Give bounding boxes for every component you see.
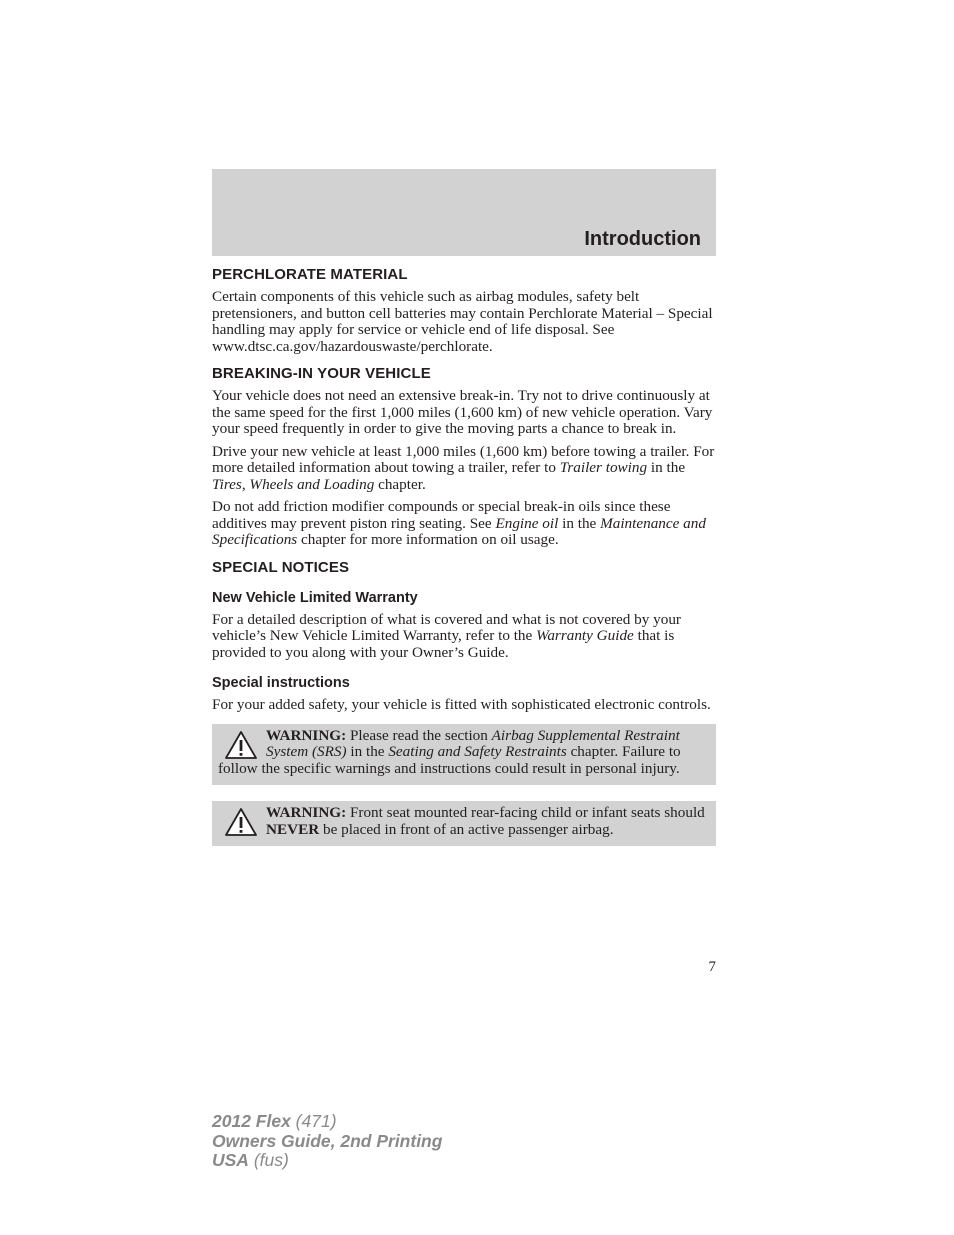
trailer-towing-ref: Trailer towing <box>559 459 648 476</box>
seating-chapter-ref: Seating and Safety Restraints <box>388 743 567 760</box>
section-header-band <box>212 169 716 256</box>
breaking-in-paragraph-1: Your vehicle does not need an extensive break-in. Try not to drive continuously at the same speed for the first 1,000 miles (1,600 km) of new vehicle operation. Vary your speed frequently in order to give the moving parts a chance to break in. <box>212 387 713 437</box>
warranty-guide-ref: Warranty Guide <box>536 627 634 644</box>
page-content <box>212 266 716 846</box>
warning-text-airbag: WARNING: Please read the section Airbag Supplemental Restraint System (SRS) in the Seating and Safety Restraints chapter. Failure to follow the specific warnings and instructions could result in personal injury. <box>218 726 681 777</box>
warning-box-child-seat <box>212 801 716 846</box>
warning-triangle-icon <box>224 807 258 837</box>
warranty-text: For a detailed description of what is covered and what is not covered by your vehicle’s New Vehicle Limited Warranty, refer to the Warranty Guide that is provided to you along with your Owner’s Guide. <box>212 610 681 661</box>
warning-label: WARNING: <box>266 804 347 821</box>
maintenance-chapter-ref: Maintenance and Specifications <box>212 514 706 548</box>
warranty-heading: New Vehicle Limited Warranty <box>212 589 418 606</box>
engine-oil-ref: Engine oil <box>495 514 559 532</box>
footer-edition-info: 2012 Flex (471) Owners Guide, 2nd Printing USA (fus) <box>212 1111 443 1170</box>
special-notices-heading: SPECIAL NOTICES <box>212 558 350 576</box>
perchlorate-text: Certain components of this vehicle such as airbag modules, safety belt pretensioners, and button cell batteries may contain Perchlorate Material – Special handling may apply for service or vehicle end of life disposal. See www.dtsc.ca.gov/hazardouswaste/perchlorate. <box>212 288 713 355</box>
special-instructions-heading: Special instructions <box>212 675 350 691</box>
section-title: Introduction <box>584 228 701 250</box>
breaking-in-paragraph-3: Do not add friction modifier compounds or special break-in oils since these additives may prevent piston ring seating. See Engine oil in the Maintenance and Specifications chapter for more information on oil usage. <box>212 498 706 548</box>
breaking-in-heading: BREAKING-IN YOUR VEHICLE <box>212 365 431 382</box>
warning-label: WARNING: <box>266 726 347 744</box>
perchlorate-heading: PERCHLORATE MATERIAL <box>212 266 408 283</box>
breaking-in-paragraph-2: Drive your new vehicle at least 1,000 miles (1,600 km) before towing a trailer. For more detailed information about towing a trailer, refer to Trailer towing in the Tires, Wheels and Loading chapter. <box>212 442 715 493</box>
page-number: 7 <box>708 959 716 975</box>
special-instructions-text: For your added safety, your vehicle is fitted with sophisticated electronic controls. <box>212 696 711 713</box>
never-emphasis: NEVER <box>266 820 320 838</box>
tires-chapter-ref: Tires, Wheels and Loading <box>212 475 375 493</box>
warning-text-child-seat: WARNING: Front seat mounted rear-facing child or infant seats should NEVER be placed in front of an active passenger airbag. <box>266 804 705 838</box>
airbag-srs-ref: Airbag Supplemental Restraint System (SRS) <box>266 726 680 760</box>
warning-triangle-icon <box>224 730 258 760</box>
warning-box-airbag <box>212 724 716 786</box>
